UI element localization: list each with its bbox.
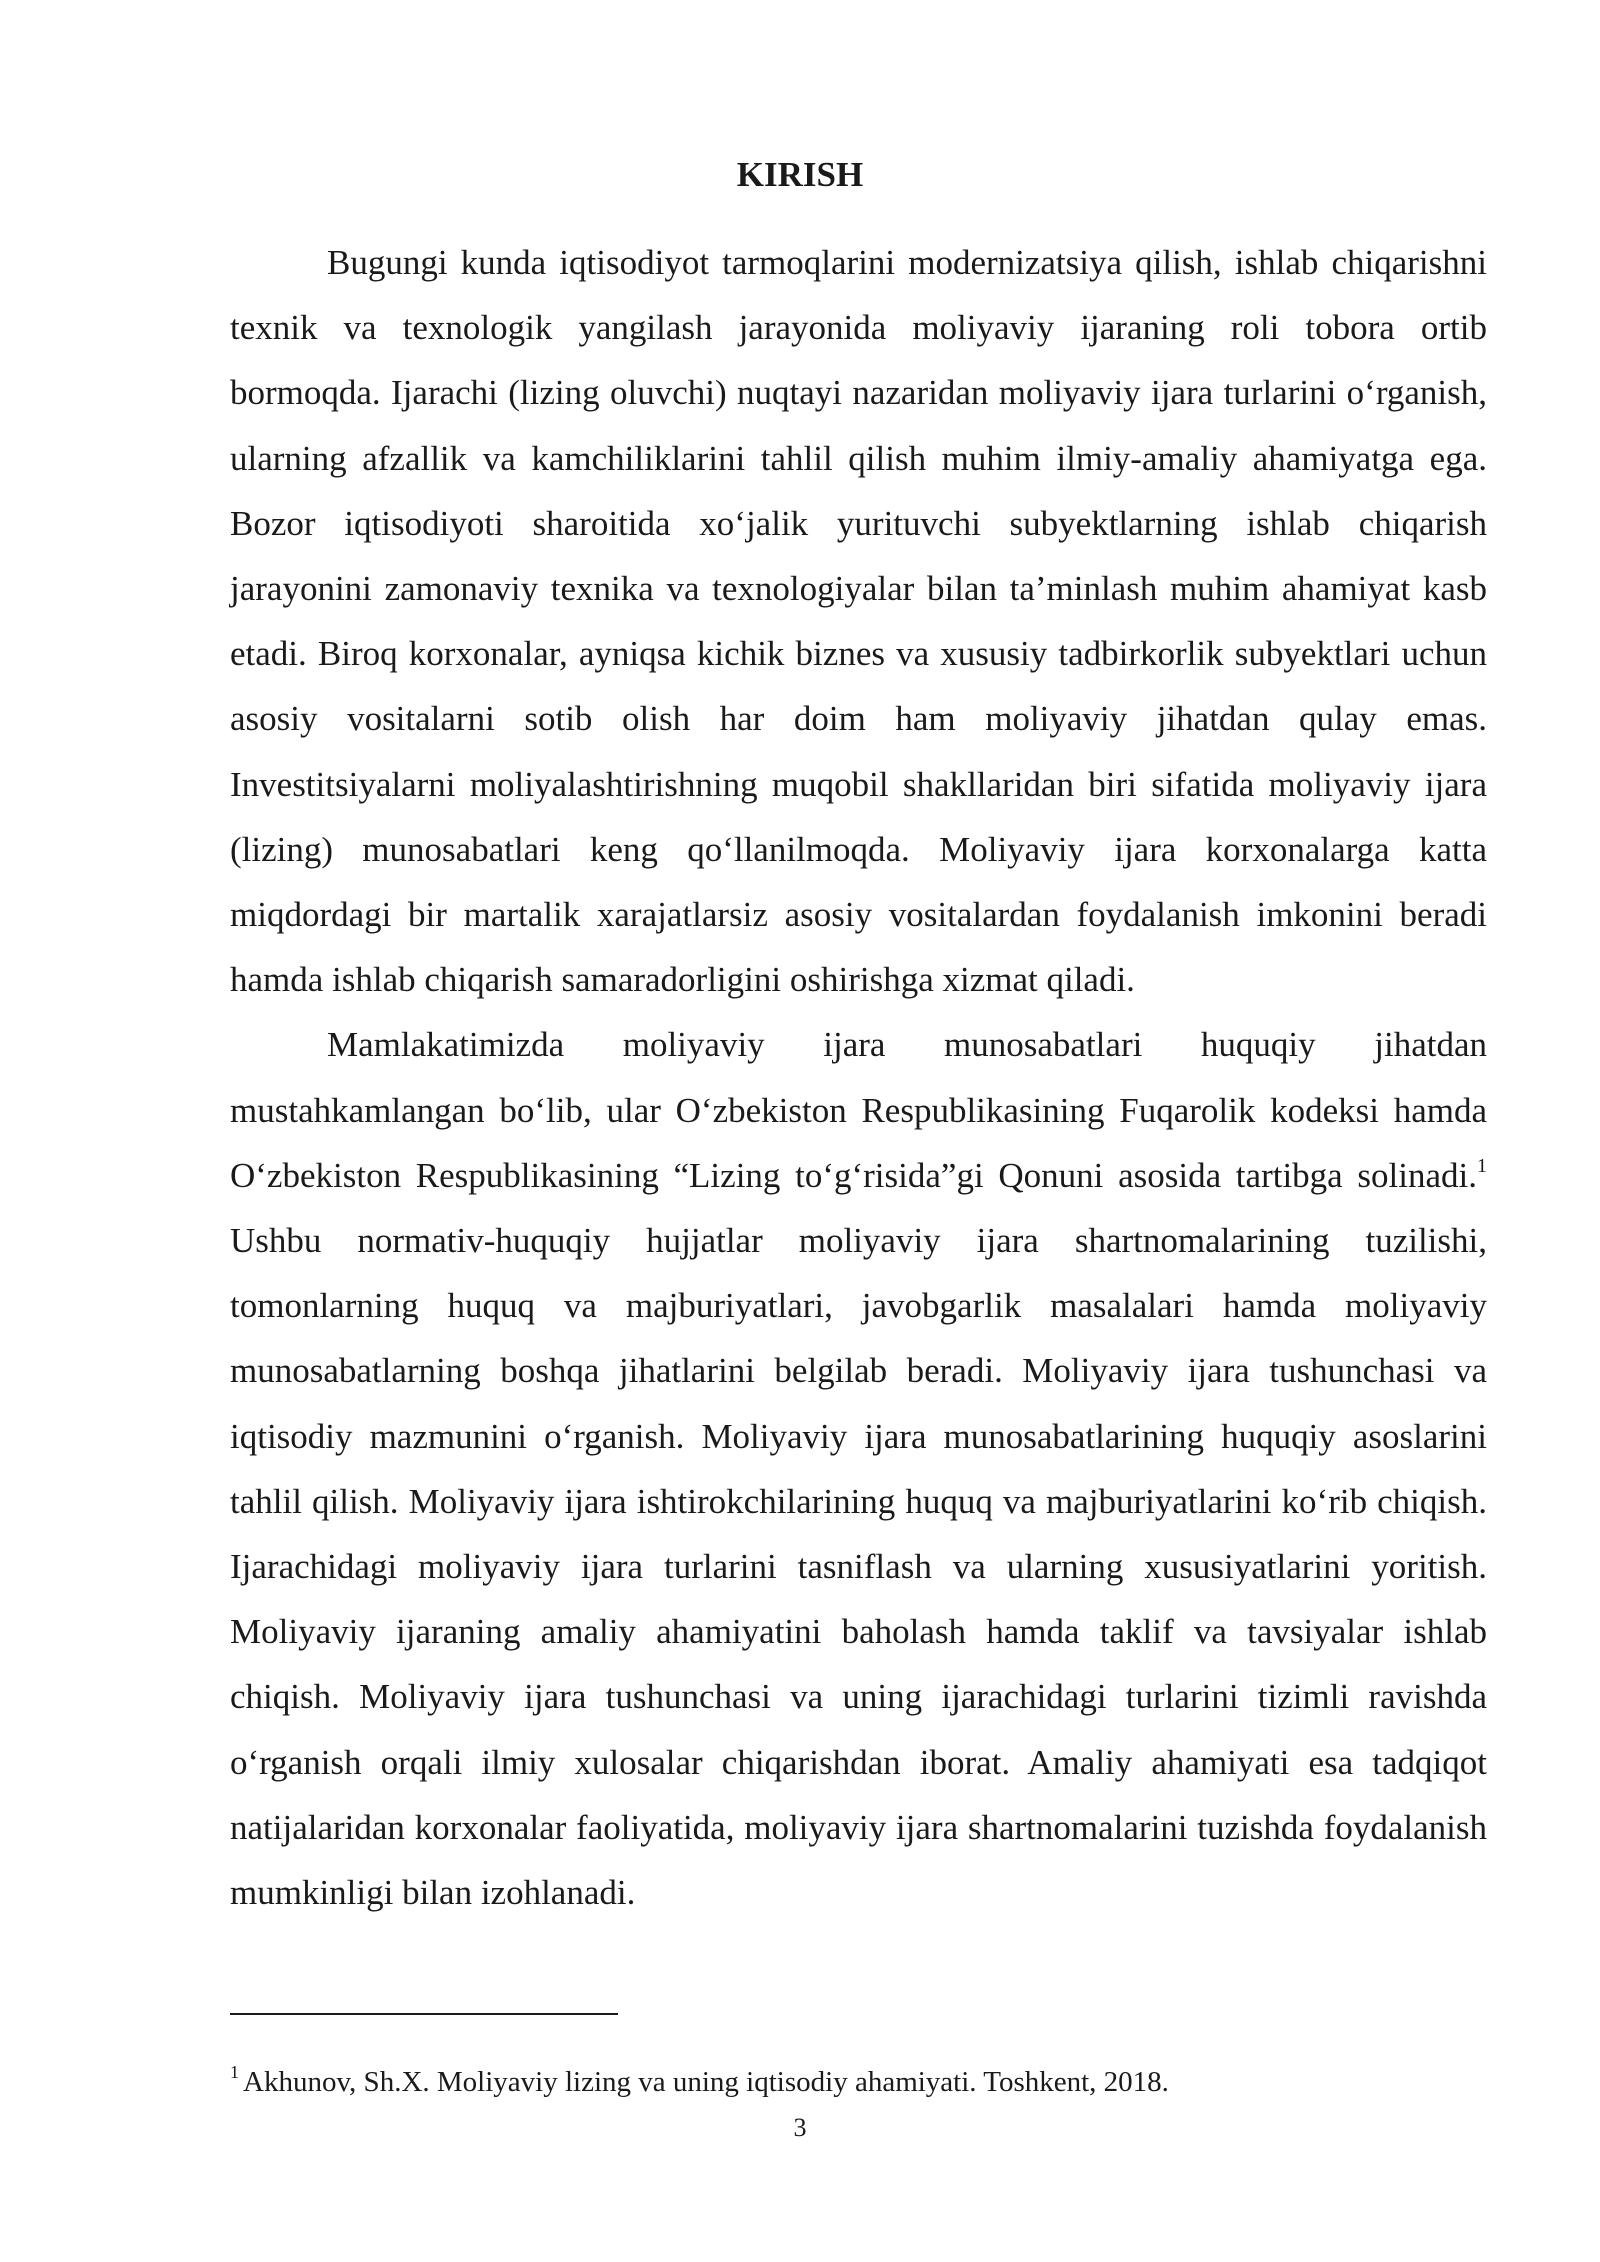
paragraph-text-before-reference: Mamlakatimizda moliyaviy ijara munosabatlari huquqiy jihatdan mustahkamlangan bo‘lib, ular O‘zbekiston Respublikasining Fuqarolik kodeksi hamda O‘zbekiston Respublikasining “Lizing to‘g‘risida”gi Qonuni asosida tartibga solinadi. [230, 1025, 1487, 1195]
section-heading: KIRISH [736, 155, 864, 194]
body-text [230, 230, 1487, 1925]
page-number: 3 [793, 2113, 807, 2142]
footnote-marker: 1 [230, 2062, 239, 2082]
footnote-reference[interactable]: 1 [1477, 1154, 1487, 1177]
footnote-separator [230, 2013, 618, 2015]
footnote [230, 2062, 1169, 2102]
paragraph-text-after-reference: Ushbu normativ-huquqiy hujjatlar moliyaviy ijara shartnomalarining tuzilishi, tomonlarning huquq va majburiyatlari, javobgarlik masalalari hamda moliyaviy munosabatlarning boshqa jihatlarini belgilab beradi. Moliyaviy ijara tushunchasi va iqtisodiy mazmunini o‘rganish. Moliyaviy ijara munosabatlarining huquqiy asoslarini tahlil qilish. Moliyaviy ijara ishtirokchilarining huquq va majburiyatlarini ko‘rib chiqish. Ijarachidagi moliyaviy ijara turlarini tasniflash va ularning xususiyatlarini yoritish. Moliyaviy ijaraning amaliy ahamiyatini baholash hamda taklif va tavsiyalar ishlab chiqish. Moliyaviy ijara tushunchasi va uning ijarachidagi turlarini tizimli ravishda o‘rganish orqali ilmiy xulosalar chiqarishdan iborat. Amaliy ahamiyati esa tadqiqot natijalaridan korxonalar faoliyatida, moliyaviy ijara shartnomalarini tuzishda foydalanish mumkinligi bilan izohlanadi. [230, 1221, 1487, 1913]
footnote-text: Akhunov, Sh.X. Moliyaviy lizing va uning iqtisodiy ahamiyati. Toshkent, 2018. [243, 2066, 1169, 2098]
paragraph-intro: Bugungi kunda iqtisodiyot tarmoqlarini modernizatsiya qilish, ishlab chiqarishni texnik va texnologik yangilash jarayonida moliyaviy ijaraning roli tobora ortib bormoqda. Ijarachi (lizing oluvchi) nuqtayi nazaridan moliyaviy ijara turlarini o‘rganish, ularning afzallik va kamchiliklarini tahlil qilish muhim ilmiy-amaliy ahamiyatga ega. Bozor iqtisodiyoti sharoitida xo‘jalik yurituvchi subyektlarning ishlab chiqarish jarayonini zamonaviy texnika va texnologiyalar bilan ta’minlash muhim ahamiyat kasb etadi. Biroq korxonalar, ayniqsa kichik biznes va xususiy tadbirkorlik subyektlari uchun asosiy vositalarni sotib olish har doim ham moliyaviy jihatdan qulay emas. Investitsiyalarni moliyalashtirishning muqobil shakllaridan biri sifatida moliyaviy ijara (lizing) munosabatlari keng qo‘llanilmoqda. Moliyaviy ijara korxonalarga katta miqdordagi bir martalik xarajatlarsiz asosiy vositalardan foydalanish imkonini beradi hamda ishlab chiqarish samaradorligini oshirishga xizmat qiladi. [230, 243, 1487, 1000]
paragraph-legal-basis [230, 1012, 1487, 1925]
